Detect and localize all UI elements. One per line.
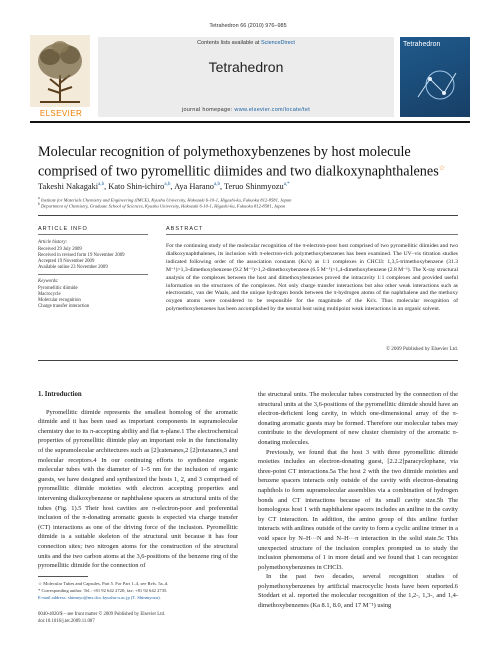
keyword: Macrocycle — [38, 292, 61, 297]
keyword: Molecular recognition — [38, 298, 81, 303]
title-footnote-mark[interactable]: ☆ — [438, 164, 445, 172]
sciencedirect-link[interactable]: ScienceDirect — [260, 40, 295, 46]
header-divider — [38, 215, 458, 216]
journal-reference: Tetrahedron 66 (2010) 976–985 — [209, 23, 287, 29]
keywords-label: Keywords: — [38, 279, 59, 284]
article-title-text: Molecular recognition of polymethoxybenzenes by host molecule comprised of two pyromellitic diimides and two dialkoxynaphthalenes — [38, 144, 439, 180]
doi-line[interactable]: doi:10.1016/j.tet.2009.11.087 — [38, 619, 95, 624]
keyword: Charge transfer interaction — [38, 304, 90, 309]
cover-title: Tetrahedron — [403, 41, 441, 48]
affiliation-text: Institute for Materials Chemistry and Engineering (IMCE), Kyushu University, Hakozaki 6-10-1, Higashi-ku, Fukuoka 812-8581, Japan — [40, 197, 292, 203]
author-affiliation-mark[interactable]: a,b — [98, 182, 105, 188]
body-column-right — [258, 390, 458, 611]
body-paragraph: the structural units. The molecular tubes constructed by the connection of the structural units at the 3,6-positions of the pyromellitic diimide should have an electron-deficient long cavity, in which one-dimensional array of the π-donating aromatic guests may be formed. Therefore our molecular tubes may contribute to the development of new cluster chemistry of the aromatic π-donating molecules. — [258, 391, 458, 446]
footnote-rule — [38, 576, 88, 577]
history-item: Accepted 19 November 2009 — [38, 259, 95, 264]
keyword: Pyromellitic diimide — [38, 286, 78, 291]
author: Takeshi Nakagaki — [38, 182, 99, 191]
homepage-url-link[interactable]: www.elsevier.com/locate/tet — [234, 107, 311, 113]
journal-homepage — [98, 107, 394, 113]
author: Teruo Shinmyozu — [224, 182, 284, 191]
article-title — [38, 144, 458, 180]
footnote: * Corresponding author. Tel.: +81 92 642 2720; fax: +81 92 642 2735. — [38, 588, 168, 593]
affiliation — [38, 202, 458, 209]
abstract-heading: ABSTRACT — [166, 226, 204, 232]
contents-prefix: Contents lists available at — [197, 40, 261, 46]
affiliation-text: Department of Chemistry, Graduate School of Sciences, Kyushu University, Hakozaki 6-10-1, Higashi-ku, Fukuoka 812-8581, Japan — [40, 203, 286, 209]
masthead-rule — [30, 121, 470, 123]
masthead — [30, 35, 470, 123]
body-column-left — [38, 390, 238, 571]
body-paragraph: In the past two decades, several recognition studies of polymethoxybenzenes by artificial macrocyclic hosts have been reported.6 Stoddart et al. reported the molecular recognition of the 1,2-, 1,3-, and 1,4-dimethoxybenzenes (Ka 8.1, 8.0, and 17 M⁻¹) using — [258, 573, 458, 610]
affiliation-mark: b — [38, 202, 40, 206]
email-footnote[interactable]: E-mail address: shinmyo@ms.ifoc.kyushu-u.ac.jp (T. Shinmyozu). — [38, 595, 161, 600]
contents-line — [98, 40, 394, 46]
author-list: Takeshi Nakagaki$^{a,b}$, Kato Shin-ichiro$^{a,b}$, Aya Harano$^{a,b}$, Teruo Shinmyozu$^{a,*}$ — [38, 182, 290, 191]
author-affiliation-mark[interactable]: a,b — [214, 182, 220, 188]
history-item: Received 29 July 2009 — [38, 247, 82, 252]
journal-cover-image — [400, 37, 470, 117]
abstract-text: For the continuing study of the molecular recognition of the π-electron-poor host comprised of two pyromellitic diimides and two dialkoxynaphthalenes, its inclusion with π-electron-rich polymethoxybenzenes has been examined. The UV–vis titration studies indicated following order of the association constants (Ks's) as 1:1 complexes in CHCl3: 1,3,5-trimethoxybenzene (31.3 M⁻¹)>1,3-dimethoxybenzene (9.2 M⁻¹)>1,2-dimethoxybenzene (6.5 M⁻¹)>1,4-dimethoxybenzene (2.8 M⁻¹). The X-ray structural analysis of the complexes between the host and dimethoxybenzenes proved the intracavity 1:1 complexes and provided useful information on the structures of the complexes. Not only charge transfer interactions but also other weak interactions such as electrostatic, van der Waals, and the unique hydrogen bonds between the π-hydrogen atoms of the naphthalene and the methoxy oxygen atoms were considered to be responsible for the magnitude of the Ks's. Thus molecular recognition of polymethoxybenzenes has been accomplished by the neutral host using multipoint weak interactions in an organic solvent. — [166, 243, 458, 313]
history-item: Available online 23 November 2009 — [38, 265, 108, 270]
journal-title: Tetrahedron — [208, 59, 284, 75]
issn-line: 0040-4020/$ – see front matter © 2009 Published by Elsevier Ltd. — [38, 612, 166, 617]
body-paragraph: Previously, we found that the host 3 with three pyromellitic diimide moieties includes an electron-donating guest, [2.2.2]paracyclophane, via three-point CT interactions.5a The host 2 with the two diimide moieties and benzene spacers interacts only outside of the cavity with electron-donating naphthols to form supramolecular assemblies via a combination of hydrogen bonds and CT interactions because of its small cavity size.5b The homologous host 1 with naphthalene spacers includes an aniline in the cavity by CT interaction. In addition, the amino group of this aniline further interacts with anilines outside of the cavity to form a cyclic aniline trimer in a void space by N–H···N and N–H···π interaction in the solid state.5c This unexpected structure of the inclusion complex prompted us to study the inclusion phenomena of 1 in more detail and we found that 1 can recognize polymethoxybenzenes in CHCl3. — [258, 448, 458, 571]
article-info-rule — [38, 234, 148, 235]
masthead-banner — [98, 37, 394, 117]
body-paragraph: Pyromellitic diimide represents the smallest homolog of the aromatic diimide and it has been used as important components in supramolecular chemistry due to its π-accepting ability and flat π-plane.1 The electrochemical properties of pyromellitic diimide play an important role in the functionality of the supramolecular architectures such as [2]catenanes,2 [2]rotaxanes,3 and molecular receptors.4 In our continuing efforts to synthesize organic molecular tubes with the diameter of 1–5 nm for the inclusion of organic guests, we have designed and synthesized the hosts 1, 2, and 3 comprised of pyromellitic diimide moieties with electron accepting properties and intervening dialkoxybenzene or naphthalene spacers as structural units of the tubes (Fig. 1).5 Their host cavities are π-electron-poor and preferential inclusion of the π-donating aromatic guests is expected via charge transfer (CT) interactions as one of the driving force of the inclusion. Pyromellitic diimide is a suitable skeleton of the structural unit because it has four connection sites; two nitrogen atoms for the construction of the structural units and the two carbon atoms at the 3,6-positions of the benzene ring of the pyromellitic diimide for the connection of — [38, 408, 238, 570]
affiliation-mark: a — [38, 196, 40, 200]
elsevier-tree-logo — [30, 35, 90, 123]
copyright-line: © 2009 Published by Elsevier Ltd. — [386, 346, 458, 352]
abstract-rule — [166, 234, 458, 235]
author-affiliation-mark[interactable]: a,* — [283, 182, 290, 188]
abstract-divider — [38, 360, 458, 361]
homepage-prefix: journal homepage: — [181, 107, 235, 113]
article-info-heading: ARTICLE INFO — [38, 226, 88, 232]
history-item: Received in revised form 19 November 2009 — [38, 253, 125, 258]
author: Aya Harano — [174, 182, 214, 191]
section-heading: 1. Introduction — [38, 391, 82, 398]
history-label: Article history: — [38, 240, 68, 245]
author-affiliation-mark[interactable]: a,b — [164, 182, 171, 188]
footnote: ☆ Molecular Tubes and Capsules, Part 5. For Part 1–4, see Refs. 5a–d. — [38, 581, 169, 586]
keywords-rule — [38, 274, 148, 275]
author: Kato Shin-ichiro — [108, 182, 165, 191]
publisher-logo-text: ELSEVIER — [39, 109, 83, 118]
